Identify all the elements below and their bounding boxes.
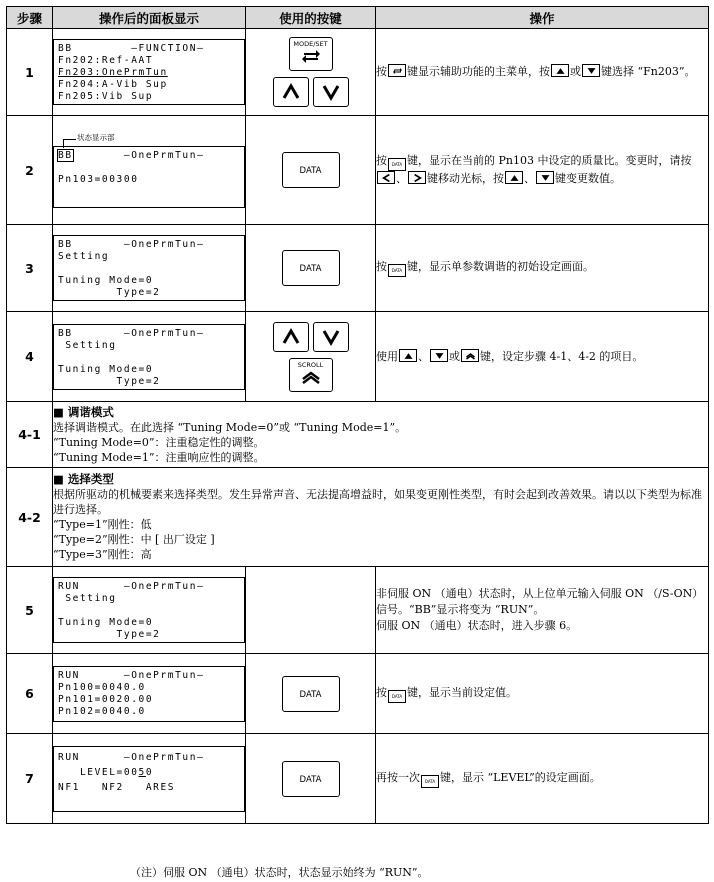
lcd-line: Setting bbox=[58, 251, 110, 262]
lcd-line: NF1 NF2 ARES bbox=[58, 781, 176, 793]
op-text: 或 bbox=[570, 65, 581, 78]
section-line: “Type=1”刚性：低 bbox=[53, 518, 152, 531]
panel-display bbox=[53, 225, 246, 312]
step-number: 3 bbox=[7, 225, 53, 312]
step-number: 4 bbox=[7, 312, 53, 402]
scroll-icon bbox=[461, 349, 479, 362]
op-line: 伺服 ON （通电）状态时，进入步骤 6。 bbox=[376, 619, 578, 632]
footnote: （注）伺服 ON （通电）状态时，状态显示始终为 “RUN”。 bbox=[130, 866, 429, 879]
op-text: 使用 bbox=[376, 349, 398, 363]
keys-cell-empty bbox=[246, 567, 376, 654]
status-display-label: 状态显示部 bbox=[77, 133, 115, 142]
lcd-line: Fn202:Ref-AAT bbox=[58, 55, 154, 66]
lcd-line: RUN —OnePrmTun— bbox=[58, 751, 205, 763]
sub-step-4-2 bbox=[7, 468, 709, 567]
tuning-mode-section bbox=[53, 402, 709, 468]
op-text: 键选择 “Fn203”。 bbox=[601, 65, 696, 78]
lcd-screen bbox=[53, 666, 245, 722]
lcd-line: Pn102=0040.0 bbox=[58, 705, 146, 717]
op-text: 按 bbox=[376, 685, 387, 699]
lcd-level-suffix: 0 bbox=[145, 766, 154, 778]
keys-cell bbox=[246, 654, 376, 734]
scroll-icon bbox=[300, 370, 322, 384]
panel-display bbox=[53, 654, 246, 734]
up-arrow-icon bbox=[282, 82, 300, 102]
scroll-label: SCROLL bbox=[297, 360, 324, 369]
panel-display bbox=[53, 29, 246, 116]
op-text: 、 bbox=[418, 349, 429, 363]
section-line: 根据所驱动的机械要素来选择类型。发生异常声音、无法提高增益时，如果变更刚性类型，有时会起到改善效果。请以以下类型为标准进行选择。 bbox=[53, 488, 702, 516]
scroll-key[interactable] bbox=[289, 358, 333, 392]
section-title: ■ 调谐模式 bbox=[53, 404, 114, 419]
up-arrow-icon bbox=[282, 327, 300, 347]
section-line: 选择调谐模式。在此选择 “Tuning Mode=0”或 “Tuning Mode=1”。 bbox=[53, 420, 407, 434]
panel-display bbox=[53, 734, 246, 824]
op-text: 再按一次 bbox=[376, 770, 420, 784]
keys-cell bbox=[246, 312, 376, 402]
op-text: 键，显示当前设定值。 bbox=[407, 685, 517, 699]
lcd-line: Pn101=0020.00 bbox=[58, 693, 154, 705]
data-key[interactable]: DATA bbox=[282, 676, 340, 712]
lcd-line: Setting bbox=[58, 339, 117, 351]
lcd-line: Fn205:Vib Sup bbox=[58, 91, 154, 102]
up-arrow-icon bbox=[399, 349, 417, 362]
operation-text bbox=[376, 567, 709, 654]
op-line: 非伺服 ON （通电）状态时，从上位单元输入伺服 ON （/S-ON）信号。“BB”显示将变为 “RUN”。 bbox=[376, 587, 704, 616]
step-number: 4-2 bbox=[7, 468, 53, 567]
op-text: 键，显示 “LEVEL”的设定画面。 bbox=[440, 770, 601, 784]
header-op: 操作 bbox=[376, 7, 709, 29]
type-section bbox=[53, 468, 709, 567]
op-text: 键，设定步骤 4-1、4-2 的项目。 bbox=[480, 349, 644, 363]
header-row bbox=[7, 7, 709, 29]
lcd-screen bbox=[53, 235, 245, 301]
keys-cell bbox=[246, 29, 376, 116]
lcd-screen bbox=[53, 746, 245, 812]
lcd-line: Type=2 bbox=[58, 629, 161, 640]
operation-text bbox=[376, 734, 709, 824]
panel-display bbox=[53, 116, 246, 225]
right-arrow-icon bbox=[408, 171, 426, 184]
callout-line bbox=[63, 139, 76, 148]
lcd-line: Fn204:A-Vib Sup bbox=[58, 79, 168, 90]
step-row-5 bbox=[7, 567, 709, 654]
lcd-line: Setting bbox=[58, 593, 117, 604]
step-row-4 bbox=[7, 312, 709, 402]
data-key-icon: DATA bbox=[421, 775, 439, 788]
panel-display bbox=[53, 567, 246, 654]
step-row-2 bbox=[7, 116, 709, 225]
step-row-3 bbox=[7, 225, 709, 312]
step-row-6 bbox=[7, 654, 709, 734]
lcd-line-selected: Fn203:OnePrmTun bbox=[58, 67, 168, 78]
up-key[interactable] bbox=[273, 77, 309, 107]
mode-set-icon bbox=[300, 49, 322, 63]
lcd-line: Type=2 bbox=[58, 375, 161, 387]
procedure-table bbox=[6, 6, 709, 824]
header-step: 步骤 bbox=[7, 7, 53, 29]
lcd-line: BB —FUNCTION— bbox=[58, 43, 205, 54]
step-number: 7 bbox=[7, 734, 53, 824]
section-line: “Type=3”刚性：高 bbox=[53, 548, 152, 561]
op-text: 键显示辅助功能的主菜单，按 bbox=[407, 65, 550, 78]
op-text: 按 bbox=[376, 260, 387, 273]
down-key[interactable] bbox=[313, 322, 349, 352]
lcd-line: BB —OnePrmTun— bbox=[58, 239, 205, 250]
step-number: 6 bbox=[7, 654, 53, 734]
down-arrow-icon bbox=[430, 349, 448, 362]
data-key[interactable]: DATA bbox=[282, 152, 340, 188]
keys-cell bbox=[246, 116, 376, 225]
data-key-icon: DATA bbox=[388, 158, 406, 171]
header-keys: 使用的按键 bbox=[246, 7, 376, 29]
lcd-line: BB —OnePrmTun— bbox=[58, 327, 205, 339]
data-key[interactable]: DATA bbox=[282, 250, 340, 286]
sub-step-4-1 bbox=[7, 402, 709, 468]
op-text: 或 bbox=[449, 349, 460, 363]
data-key[interactable]: DATA bbox=[282, 761, 340, 797]
section-line: “Tuning Mode=0”：注重稳定性的调整。 bbox=[53, 435, 265, 449]
mode-set-key[interactable] bbox=[289, 37, 333, 71]
lcd-line: Type=2 bbox=[58, 287, 161, 298]
lcd-line: —OnePrmTun— bbox=[72, 150, 205, 161]
lcd-status: BB bbox=[58, 150, 73, 161]
step-number: 2 bbox=[7, 116, 53, 225]
operation-text bbox=[376, 312, 709, 402]
op-text: 键，显示单参数调谐的初始设定画面。 bbox=[407, 260, 594, 273]
keys-cell bbox=[246, 225, 376, 312]
operation-text bbox=[376, 29, 709, 116]
op-text: 、 bbox=[396, 172, 407, 185]
section-title: ■ 选择类型 bbox=[53, 472, 114, 486]
op-text: 键移动光标，按 bbox=[427, 172, 504, 185]
mode-set-label: MODE/SET bbox=[293, 40, 328, 48]
keys-cell bbox=[246, 734, 376, 824]
status-callout bbox=[53, 132, 245, 146]
lcd-level-prefix: LEVEL=00 bbox=[58, 766, 139, 778]
section-line: “Tuning Mode=1”：注重响应性的调整。 bbox=[53, 450, 265, 464]
operation-text bbox=[376, 225, 709, 312]
operation-text bbox=[376, 116, 709, 225]
op-text: 按 bbox=[376, 65, 387, 78]
down-arrow-icon bbox=[322, 82, 340, 102]
lcd-cursor-digit: 5 bbox=[138, 766, 146, 778]
data-key-icon: DATA bbox=[388, 690, 406, 703]
lcd-line: Tuning Mode=0 bbox=[58, 363, 154, 375]
lcd-line: RUN —OnePrmTun— bbox=[58, 581, 205, 592]
step-number: 5 bbox=[7, 567, 53, 654]
lcd-line: RUN —OnePrmTun— bbox=[58, 669, 205, 681]
left-arrow-icon bbox=[377, 171, 395, 184]
down-arrow-icon bbox=[536, 171, 554, 184]
up-arrow-icon bbox=[551, 64, 569, 77]
lcd-line: Tuning Mode=0 bbox=[58, 617, 154, 628]
section-line: “Type=2”刚性：中 [ 出厂设定 ] bbox=[53, 533, 215, 546]
lcd-screen bbox=[53, 577, 245, 643]
panel-display bbox=[53, 312, 246, 402]
up-arrow-icon bbox=[505, 171, 523, 184]
header-panel: 操作后的面板显示 bbox=[53, 7, 246, 29]
data-key-icon: DATA bbox=[388, 264, 406, 277]
lcd-line: Pn100=0040.0 bbox=[58, 681, 146, 693]
op-text: 、 bbox=[524, 172, 535, 185]
step-row-1 bbox=[7, 29, 709, 116]
mode-set-icon bbox=[388, 64, 406, 77]
operation-text bbox=[376, 654, 709, 734]
down-arrow-icon bbox=[582, 64, 600, 77]
down-arrow-icon bbox=[322, 327, 340, 347]
lcd-line: Tuning Mode=0 bbox=[58, 275, 154, 286]
op-text: 键，显示在当前的 Pn103 中设定的质量比。变更时，请按 bbox=[407, 154, 692, 167]
down-key[interactable] bbox=[313, 77, 349, 107]
op-text: 按 bbox=[376, 154, 387, 167]
lcd-line: Pn103=00300 bbox=[58, 174, 139, 185]
lcd-screen bbox=[53, 39, 245, 105]
step-number: 1 bbox=[7, 29, 53, 116]
up-key[interactable] bbox=[273, 322, 309, 352]
step-number: 4-1 bbox=[7, 402, 53, 468]
step-row-7 bbox=[7, 734, 709, 824]
lcd-screen bbox=[53, 146, 245, 208]
op-text: 键变更数值。 bbox=[555, 172, 621, 185]
lcd-screen bbox=[53, 324, 245, 390]
